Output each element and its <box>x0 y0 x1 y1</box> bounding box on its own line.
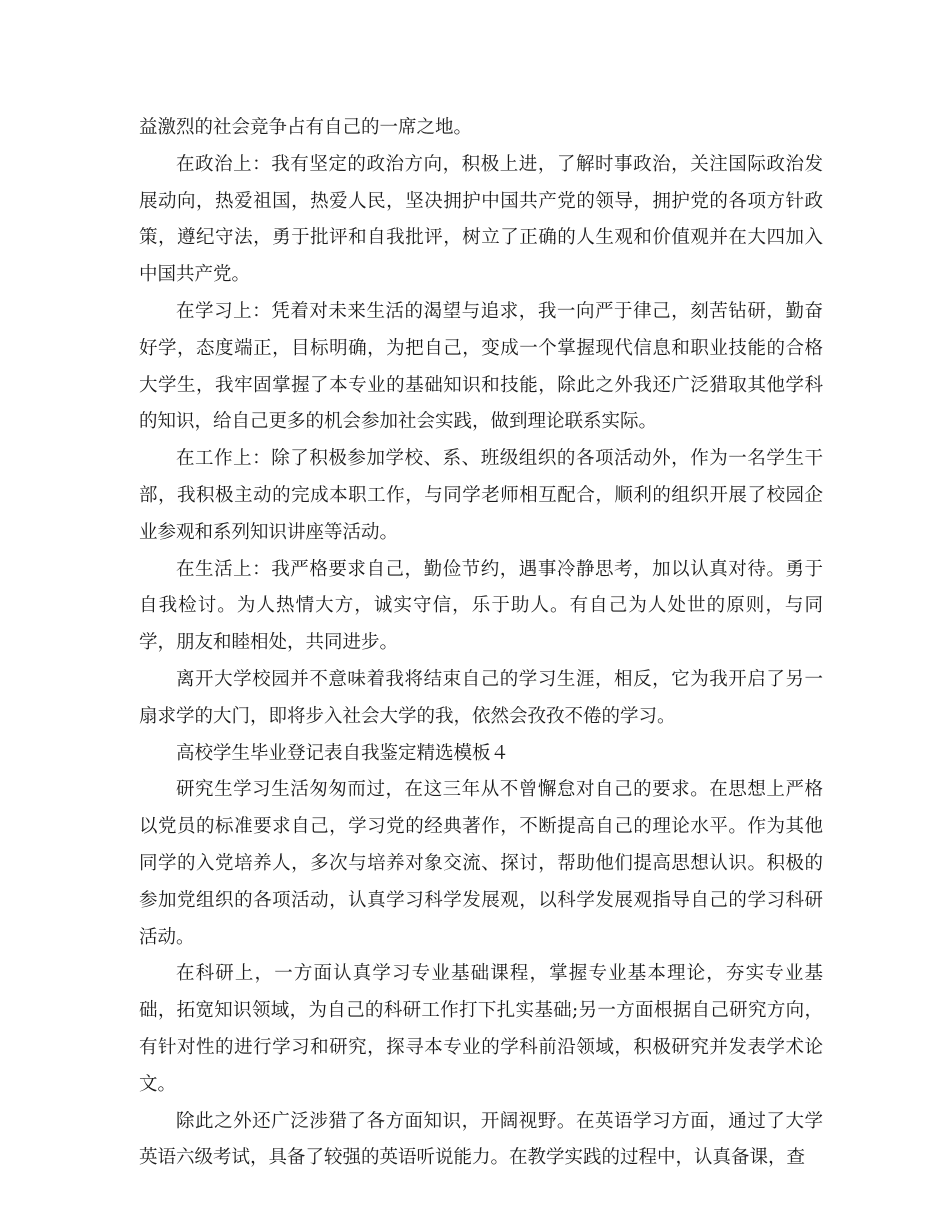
paragraph-politics: 在政治上：我有坚定的政治方向，积极上进，了解时事政治，关注国际政治发展动向，热爱祖国，热爱人民，坚决拥护中国共产党的领导，拥护党的各项方针政策，遵纪守法，勇于批评和自我批评，树立了正确的人生观和价值观并在大四加入中国共产党。 <box>139 153 823 286</box>
paragraph-research: 在科研上，一方面认真学习专业基础课程，掌握专业基本理论，夯实专业基础，拓宽知识领域，为自己的科研工作打下扎实基础;另一方面根据自己研究方向，有针对性的进行学习和研究，探寻本专业的学科前沿领域，积极研究并发表学术论文。 <box>139 963 823 1095</box>
section-heading: 高校学生毕业登记表自我鉴定精选模板４ <box>176 742 510 764</box>
paragraph-continuation: 益激烈的社会竞争占有自己的一席之地。 <box>139 117 473 138</box>
paragraph-study: 在学习上：凭着对未来生活的渴望与追求，我一向严于律己，刻苦钻研，勤奋好学，态度端正，目标明确，为把自己，变成一个掌握现代信息和职业技能的合格大学生，我牢固掌握了本专业的基础知识和技能，除此之外我还广泛猎取其他学科的知识，给自己更多的机会参加社会实践，做到理论联系实际。 <box>139 300 823 433</box>
paragraph-graduate-study: 研究生学习生活匆匆而过，在这三年从不曾懈怠对自己的要求。在思想上严格以党员的标准要求自己，学习党的经典著作，不断提高自己的理论水平。作为其他同学的入党培养人，多次与培养对象交流、探讨，帮助他们提高思想认识。积极的参加党组织的各项活动，认真学习科学发展观，以科学发展观指导自己的学习科研活动。 <box>139 779 823 948</box>
paragraph-other-knowledge: 除此之外还广泛涉猎了各方面知识，开阔视野。在英语学习方面，通过了大学英语六级考试，具备了较强的英语听说能力。在教学实践的过程中，认真备课，查 <box>139 1110 823 1169</box>
paragraph-leaving-campus: 离开大学校园并不意味着我将结束自己的学习生涯，相反，它为我开启了另一扇求学的大门，即将步入社会大学的我，依然会孜孜不倦的学习。 <box>139 668 823 727</box>
document-body <box>139 110 823 1177</box>
paragraph-life: 在生活上：我严格要求自己，勤俭节约，遇事冷静思考，加以认真对待。勇于自我检讨。为人热情大方，诚实守信，乐于助人。有自己为人处世的原则，与同学，朋友和睦相处，共同进步。 <box>139 558 823 654</box>
paragraph-work: 在工作上：除了积极参加学校、系、班级组织的各项活动外，作为一名学生干部，我积极主动的完成本职工作，与同学老师相互配合，顺利的组织开展了校园企业参观和系列知识讲座等活动。 <box>139 448 823 543</box>
